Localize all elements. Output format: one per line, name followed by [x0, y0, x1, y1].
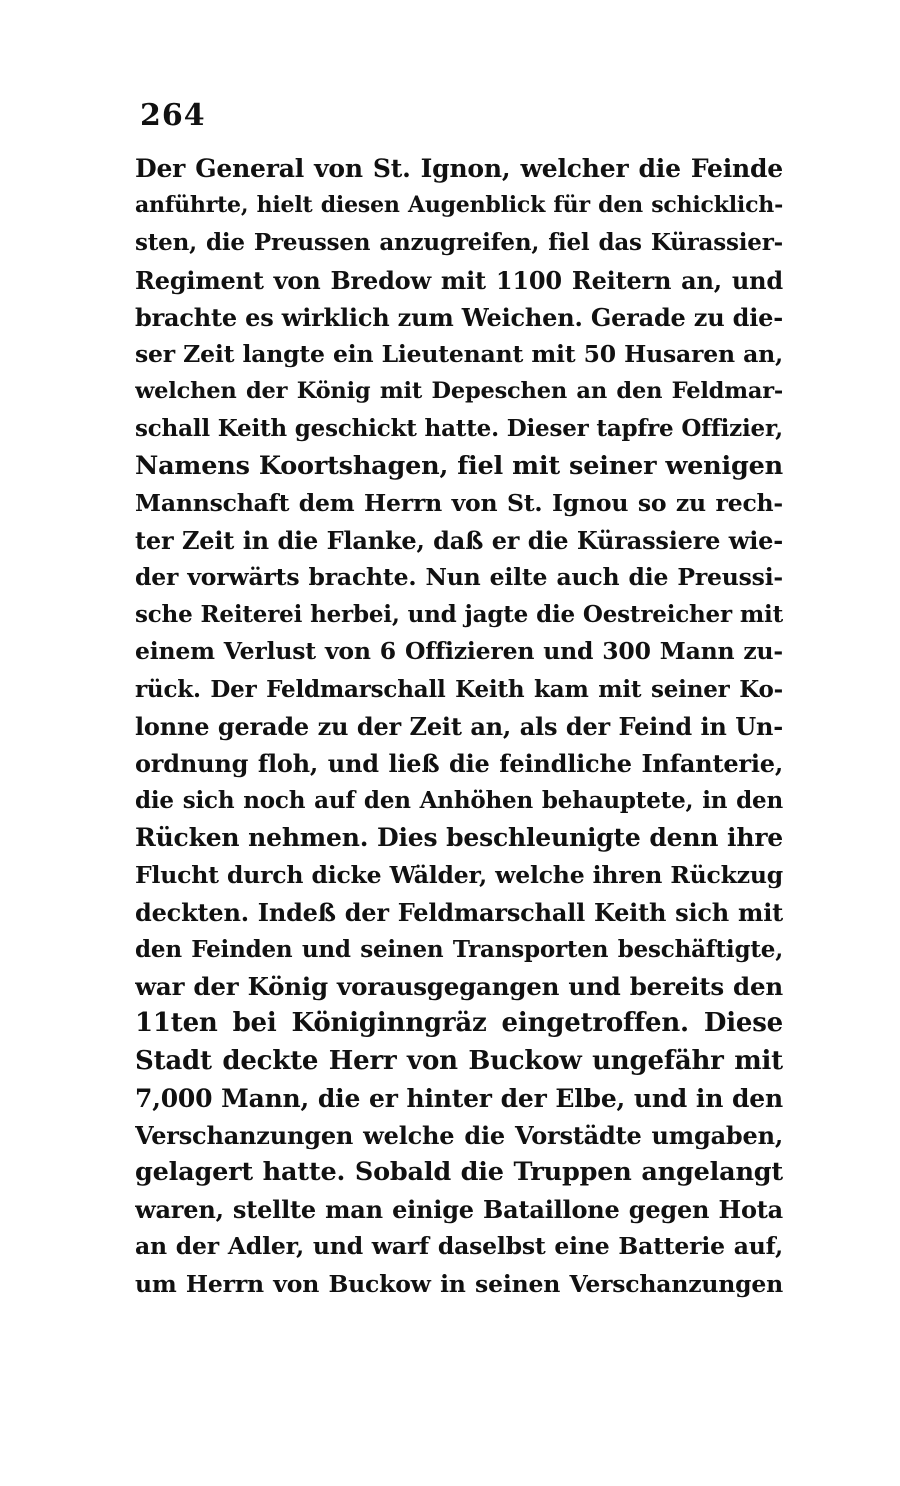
- text-line: 7,000 Mann, die er hinter der Elbe, und in den: [135, 1083, 783, 1113]
- text-line: Stadt deckte Herr von Buckow ungefähr mit: [135, 1045, 783, 1076]
- text-line: um Herrn von Buckow in seinen Verschanzungen: [135, 1269, 783, 1298]
- page-number: 264: [140, 98, 206, 133]
- text-line: sten, die Preussen anzugreifen, fiel das Kürassier-: [135, 229, 783, 257]
- text-line: die sich noch auf den Anhöhen behauptete, in den: [135, 787, 783, 815]
- text-line: waren, stellte man einige Bataillone gegen Hota: [135, 1195, 783, 1225]
- text-line: der vorwärts brachte. Nun eilte auch die Preussi-: [135, 563, 783, 592]
- text-line: Regiment von Bredow mit 1100 Reitern an, und: [135, 265, 783, 295]
- text-line: schall Keith geschickt hatte. Dieser tapfre Offizier,: [135, 415, 783, 443]
- text-line: einem Verlust von 6 Offizieren und 300 Mann zu-: [135, 637, 783, 666]
- text-line: welchen der König mit Depeschen an den Feldmar-: [135, 378, 783, 405]
- text-line: Der General von St. Ignon, welcher die Feinde: [135, 154, 783, 183]
- text-line: an der Adler, und warf daselbst eine Batterie auf,: [135, 1232, 783, 1261]
- text-line: lonne gerade zu der Zeit an, als der Feind in Un-: [135, 711, 783, 741]
- text-line: den Feinden und seinen Transporten beschäftigte,: [135, 935, 783, 963]
- text-line: gelagert hatte. Sobald die Truppen angelangt: [135, 1157, 783, 1188]
- text-line: Mannschaft dem Herrn von St. Ignou so zu rech-: [135, 488, 783, 517]
- body-text: [135, 150, 783, 1303]
- text-line: anführte, hielt diesen Augenblick für den schicklich-: [135, 192, 783, 219]
- text-line: war der König vorausgegangen und bereits den: [135, 972, 783, 1002]
- text-line: Rücken nehmen. Dies beschleunigte denn ihre: [135, 823, 783, 853]
- text-line: Verschanzungen welche die Vorstädte umgaben,: [135, 1120, 783, 1150]
- text-line: ordnung floh, und ließ die feindliche Infanterie,: [135, 749, 783, 778]
- text-line: deckten. Indeß der Feldmarschall Keith sich mit: [135, 897, 783, 927]
- text-line: sche Reiterei herbei, und jagte die Oestreicher mit: [135, 601, 783, 629]
- text-line: ser Zeit langte ein Lieutenant mit 50 Husaren an,: [135, 339, 783, 368]
- text-line: brachte es wirklich zum Weichen. Gerade zu die-: [135, 302, 783, 332]
- text-line: Namens Koortshagen, fiel mit seiner wenigen: [135, 450, 783, 481]
- text-line: Flucht durch dicke Wälder, welche ihren Rückzug: [135, 860, 783, 889]
- text-line: rück. Der Feldmarschall Keith kam mit seiner Ko-: [135, 675, 783, 703]
- text-line: ter Zeit in die Flanke, daß er die Kürassiere wie-: [135, 525, 783, 555]
- text-line: 11ten bei Königinngräz eingetroffen. Diese: [135, 1008, 783, 1039]
